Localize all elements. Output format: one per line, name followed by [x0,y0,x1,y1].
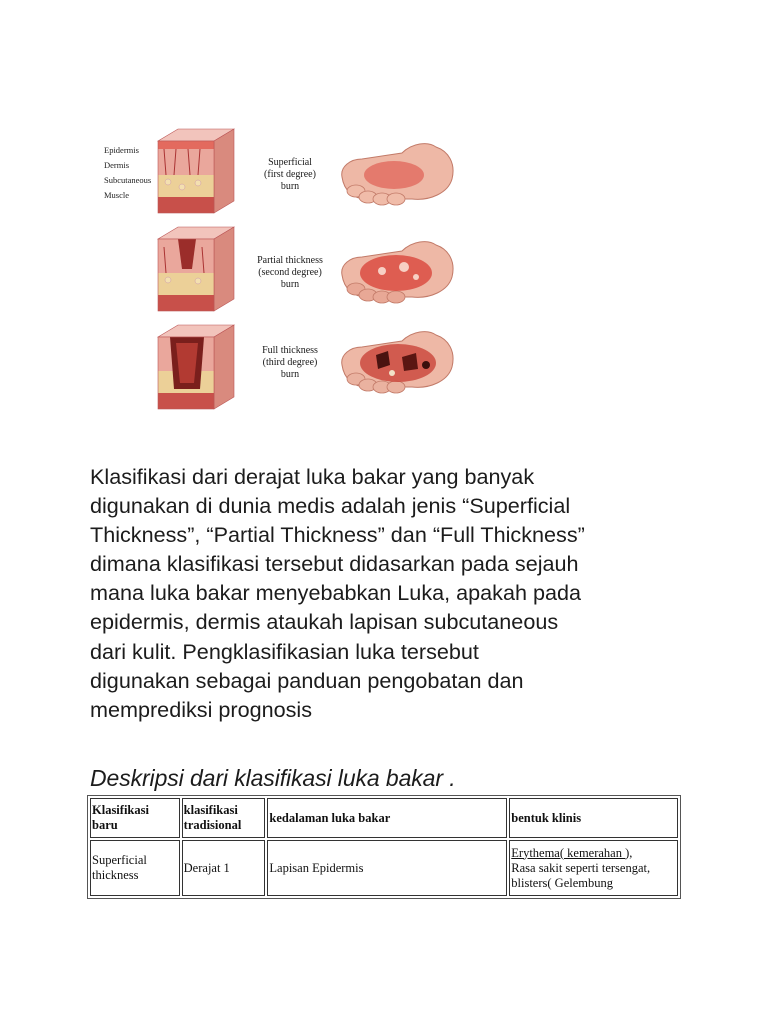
table-cell [509,840,678,896]
paragraph-line: epidermis, dermis ataukah lapisan subcutaneous [90,609,559,635]
paragraph-line: memprediksi prognosis [90,696,313,722]
layer-label-epidermis: Epidermis [104,145,139,155]
cell-line: blisters( Gelembung [511,875,613,890]
header-cell-new-classification [90,798,180,838]
layer-label-subcutaneous: Subcutaneous [104,175,152,185]
cell-line: baru [92,818,118,832]
header-cell-clinical-form [509,798,678,838]
table-cell: Derajat 1 [182,840,266,896]
section-title: Deskripsi dari klasifikasi luka bakar . [90,765,456,791]
burn-label-line: (second degree) [258,267,322,278]
cell-line: klasifikasi [183,803,238,817]
burn-label-superficial [240,157,340,193]
burn-label-line: Superficial [268,157,312,168]
hand-full-burn [332,321,460,395]
burn-degree-figure [90,121,468,423]
cell-line: Erythema( kemerahan ), [511,845,633,860]
burn-label-line: (first degree) [264,169,316,180]
burn-label-line: burn [280,181,300,192]
skin-cross-section-full [152,323,236,413]
burn-classification-table [87,795,681,899]
paragraph-line: digunakan di dunia medis adalah jenis “Superficial [90,493,571,519]
layer-label-dermis: Dermis [104,160,130,170]
header-cell-burn-depth [267,798,507,838]
cell-line: Klasifikasi [92,803,149,817]
burn-label-line: burn [280,369,300,380]
skin-cross-section-partial [152,225,236,315]
paragraph-line: Thickness”, “Partial Thickness” dan “Full Thickness” [90,522,585,548]
hand-partial-burn [332,231,460,305]
skin-layer-labels [104,143,158,203]
paragraph-line: mana luka bakar menyebabkan Luka, apakah pada [90,580,582,606]
cell-line: thickness [92,868,139,882]
header-cell-traditional-classification [182,798,266,838]
paragraph-line: dimana klasifikasi tersebut didasarkan pada sejauh [90,551,579,577]
cell-line: Rasa sakit seperti tersengat, [511,860,651,875]
skin-cross-section-superficial [152,127,236,217]
burn-label-line: Partial thickness [257,255,323,266]
burn-label-line: (third degree) [262,357,318,368]
cell-line: tradisional [183,818,242,832]
burn-label-line: Full thickness [262,345,318,356]
table-header-row [90,798,678,838]
burn-label-full [240,345,340,381]
description-paragraph [90,462,690,724]
burn-label-partial [240,255,340,291]
cell-line: kedalaman luka bakar [269,810,391,825]
table-cell: Lapisan Epidermis [267,840,507,896]
hand-superficial-burn [332,133,460,207]
layer-label-muscle: Muscle [104,190,130,200]
paragraph-line: dari kulit. Pengklasifikasian luka tersebut [90,638,479,664]
cell-line: Superficial [92,853,147,867]
cell-line: bentuk klinis [511,810,582,825]
table-row [90,840,678,896]
burn-label-line: burn [280,279,300,290]
table-cell [90,840,180,896]
paragraph-line: digunakan sebagai panduan pengobatan dan [90,667,524,693]
paragraph-line: Klasifikasi dari derajat luka bakar yang banyak [90,464,535,489]
